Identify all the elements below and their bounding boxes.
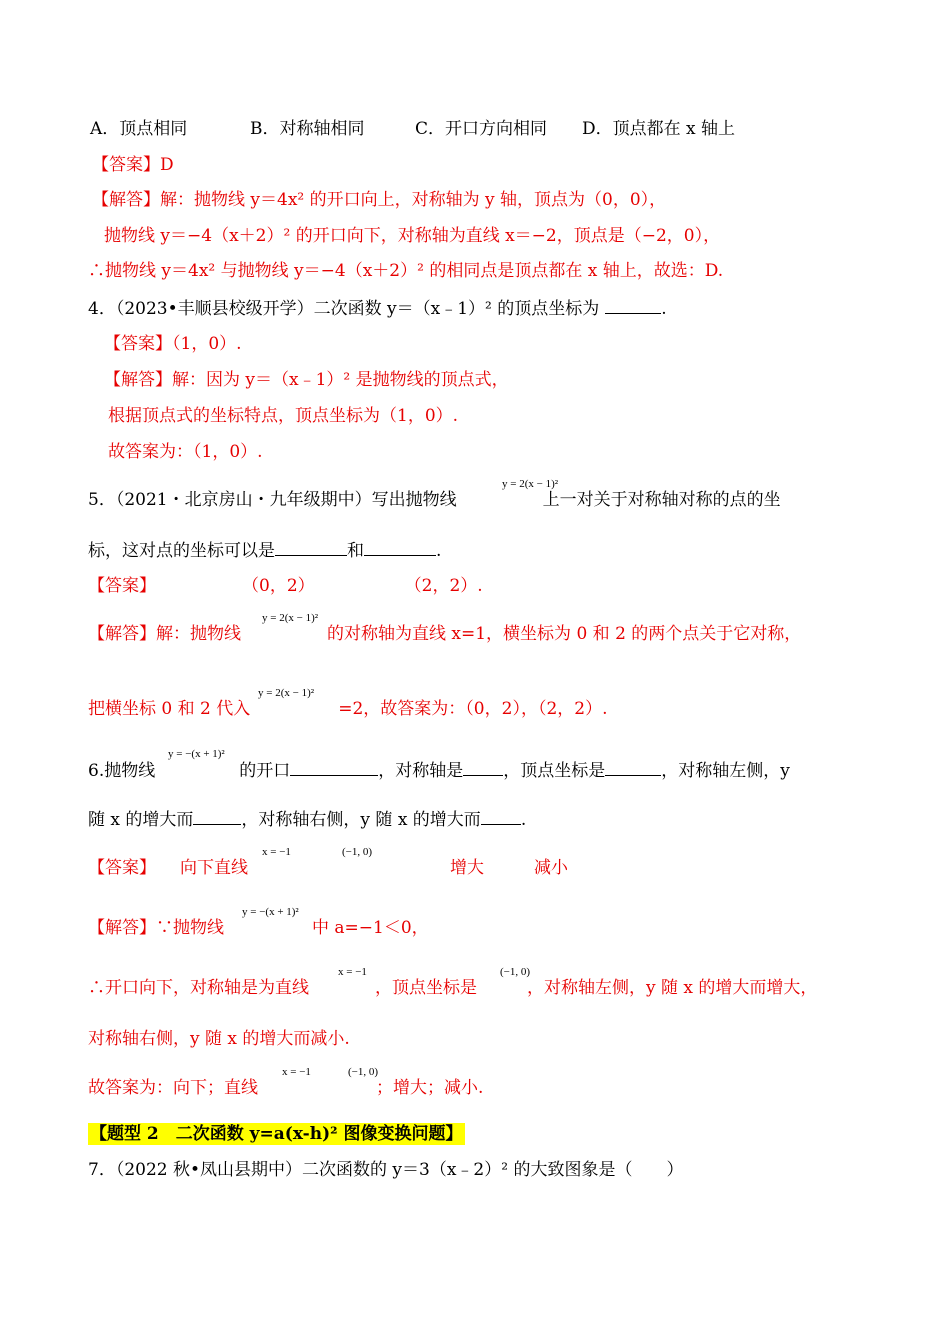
q5-formula: y = 2(x − 1)²: [502, 478, 559, 490]
q6-sol-f: 故答案为：向下；直线: [88, 1078, 258, 1098]
q6-solution-line4: [88, 1076, 483, 1100]
q6-text-a: 6.抛物线: [88, 761, 156, 781]
q6-sol-axis-formula: x = −1: [338, 966, 367, 978]
q6-sol4-axis-formula: x = −1: [282, 1066, 311, 1078]
q6-text-e: ，对称轴左侧，y: [661, 761, 790, 781]
q6-sol-vertex-formula: (−1, 0): [500, 966, 531, 978]
option-d: D．顶点都在 x 轴上: [582, 119, 736, 139]
option-b: B．对称轴相同: [250, 119, 365, 139]
q6-answer-2: 增大: [450, 858, 484, 878]
q6-sol-e: ，对称轴左侧，y 随 x 的增大而增大，: [527, 978, 818, 998]
q5-sol-c: 把横坐标 0 和 2 代入: [88, 699, 251, 719]
answer-blank: [605, 296, 661, 314]
q6-solution-line3: 对称轴右侧，y 随 x 的增大而减小.: [88, 1029, 350, 1049]
q6-text-b: 的开口: [239, 761, 291, 781]
q6-formula-2: y = −(x + 1)²: [242, 906, 299, 918]
q4-question-text: 4．（2023•丰顺县校级开学）二次函数 y＝（x﹣1）² 的顶点坐标为: [88, 299, 600, 319]
q3-solution-line2: 抛物线 y＝−4（x＋2）² 的开口向下，对称轴为直线 x＝−2，顶点是（−2，0），: [104, 226, 721, 246]
q5-text-a: 5．（2021・北京房山・九年级期中）写出抛物线: [88, 490, 457, 510]
answer-blank: [364, 538, 436, 556]
q6-text-h: .: [520, 810, 527, 830]
q6-text-d: ，顶点坐标是: [503, 761, 606, 781]
answer-blank: [605, 758, 661, 776]
q7-question: 7．（2022 秋•凤山县期中）二次函数的 y＝3（x﹣2）² 的大致图象是（ ）: [88, 1160, 684, 1180]
q5-line1: [88, 488, 781, 512]
q5-text-e: .: [436, 541, 442, 561]
q6-answer-1: 向下直线: [180, 858, 248, 878]
q4-solution-line2: 根据顶点式的坐标特点，顶点坐标为（1，0）.: [108, 406, 459, 426]
q5-answer-1: （0，2）: [242, 576, 315, 596]
q6-sol4-vertex-formula: (−1, 0): [348, 1066, 379, 1078]
q5-solution-line2: [88, 697, 607, 721]
q6-sol-g: ；增大；减小.: [376, 1078, 484, 1098]
q6-text-g: ，对称轴右侧，y 随 x 的增大而: [241, 810, 481, 830]
q6-answer-axis-formula: x = −1: [262, 846, 291, 858]
q5-sol-d: =2，故答案为：（0，2），（2，2）.: [338, 699, 608, 719]
q4-question-end: .: [661, 299, 667, 319]
answer-blank: [463, 758, 503, 776]
option-a: A．顶点相同: [90, 119, 188, 139]
q5-answer-label: 【答案】: [88, 576, 156, 596]
answer-blank: [275, 538, 347, 556]
q5-answer-2: （2，2）.: [404, 576, 483, 596]
q4-solution-line3: 故答案为：（1，0）.: [108, 442, 263, 462]
option-c: C．开口方向相同: [415, 119, 548, 139]
q6-text-f: 随 x 的增大而: [88, 810, 194, 830]
q5-text-d: 和: [347, 541, 364, 561]
q6-formula: y = −(x + 1)²: [168, 748, 225, 760]
q6-line1: [88, 758, 790, 783]
q5-answer: [88, 574, 483, 598]
q3-answer: 【答案】D: [92, 155, 174, 175]
section-title: 【题型 2 二次函数 y=a(x-h)² 图像变换问题】: [90, 1124, 463, 1144]
q3-solution-line3: ∴抛物线 y＝4x² 与抛物线 y＝−4（x＋2）² 的相同点是顶点都在 x 轴上，故选：D.: [88, 261, 724, 281]
q5-text-c: 标，这对点的坐标可以是: [88, 541, 275, 561]
q6-sol-c: ∴开口向下，对称轴是为直线: [88, 978, 309, 998]
answer-blank: [290, 758, 378, 776]
q4-solution-line1: 【解答】解：因为 y＝（x﹣1）² 是抛物线的顶点式，: [104, 370, 509, 390]
q5-sol-a: 【解答】解：抛物线: [88, 624, 241, 644]
q5-sol-b: 的对称轴为直线 x=1，横坐标为 0 和 2 的两个点关于它对称，: [327, 624, 802, 644]
q6-answer-label: 【答案】: [88, 858, 156, 878]
q6-answer-vertex-formula: (−1, 0): [342, 846, 373, 858]
q6-line2: [88, 807, 526, 832]
q4-answer: 【答案】（1，0）.: [104, 334, 242, 354]
q6-answer-3: 减小: [534, 858, 568, 878]
q5-formula-3: y = 2(x − 1)²: [258, 687, 315, 699]
q6-solution-line2: [88, 976, 817, 1000]
q3-options: [90, 117, 735, 141]
q5-text-b: 上一对关于对称轴对称的点的坐: [542, 490, 781, 510]
q5-solution-line1: [88, 622, 801, 646]
answer-blank: [481, 807, 521, 825]
answer-blank: [193, 807, 241, 825]
q6-sol-d: ，顶点坐标是: [375, 978, 477, 998]
q6-sol-b: 中 a=−1＜0，: [312, 918, 429, 938]
q6-solution-line1: [88, 916, 429, 940]
q6-answer: [88, 856, 568, 880]
q5-formula-2: y = 2(x − 1)²: [262, 612, 319, 624]
q5-line2: [88, 538, 441, 563]
q6-sol-a: 【解答】∵抛物线: [88, 918, 224, 938]
q3-solution-line1: 【解答】解：抛物线 y＝4x² 的开口向上，对称轴为 y 轴，顶点为（0，0），: [92, 190, 667, 210]
section-heading: [88, 1122, 465, 1146]
q4-question: [88, 296, 667, 321]
q6-text-c: ，对称轴是: [378, 761, 464, 781]
